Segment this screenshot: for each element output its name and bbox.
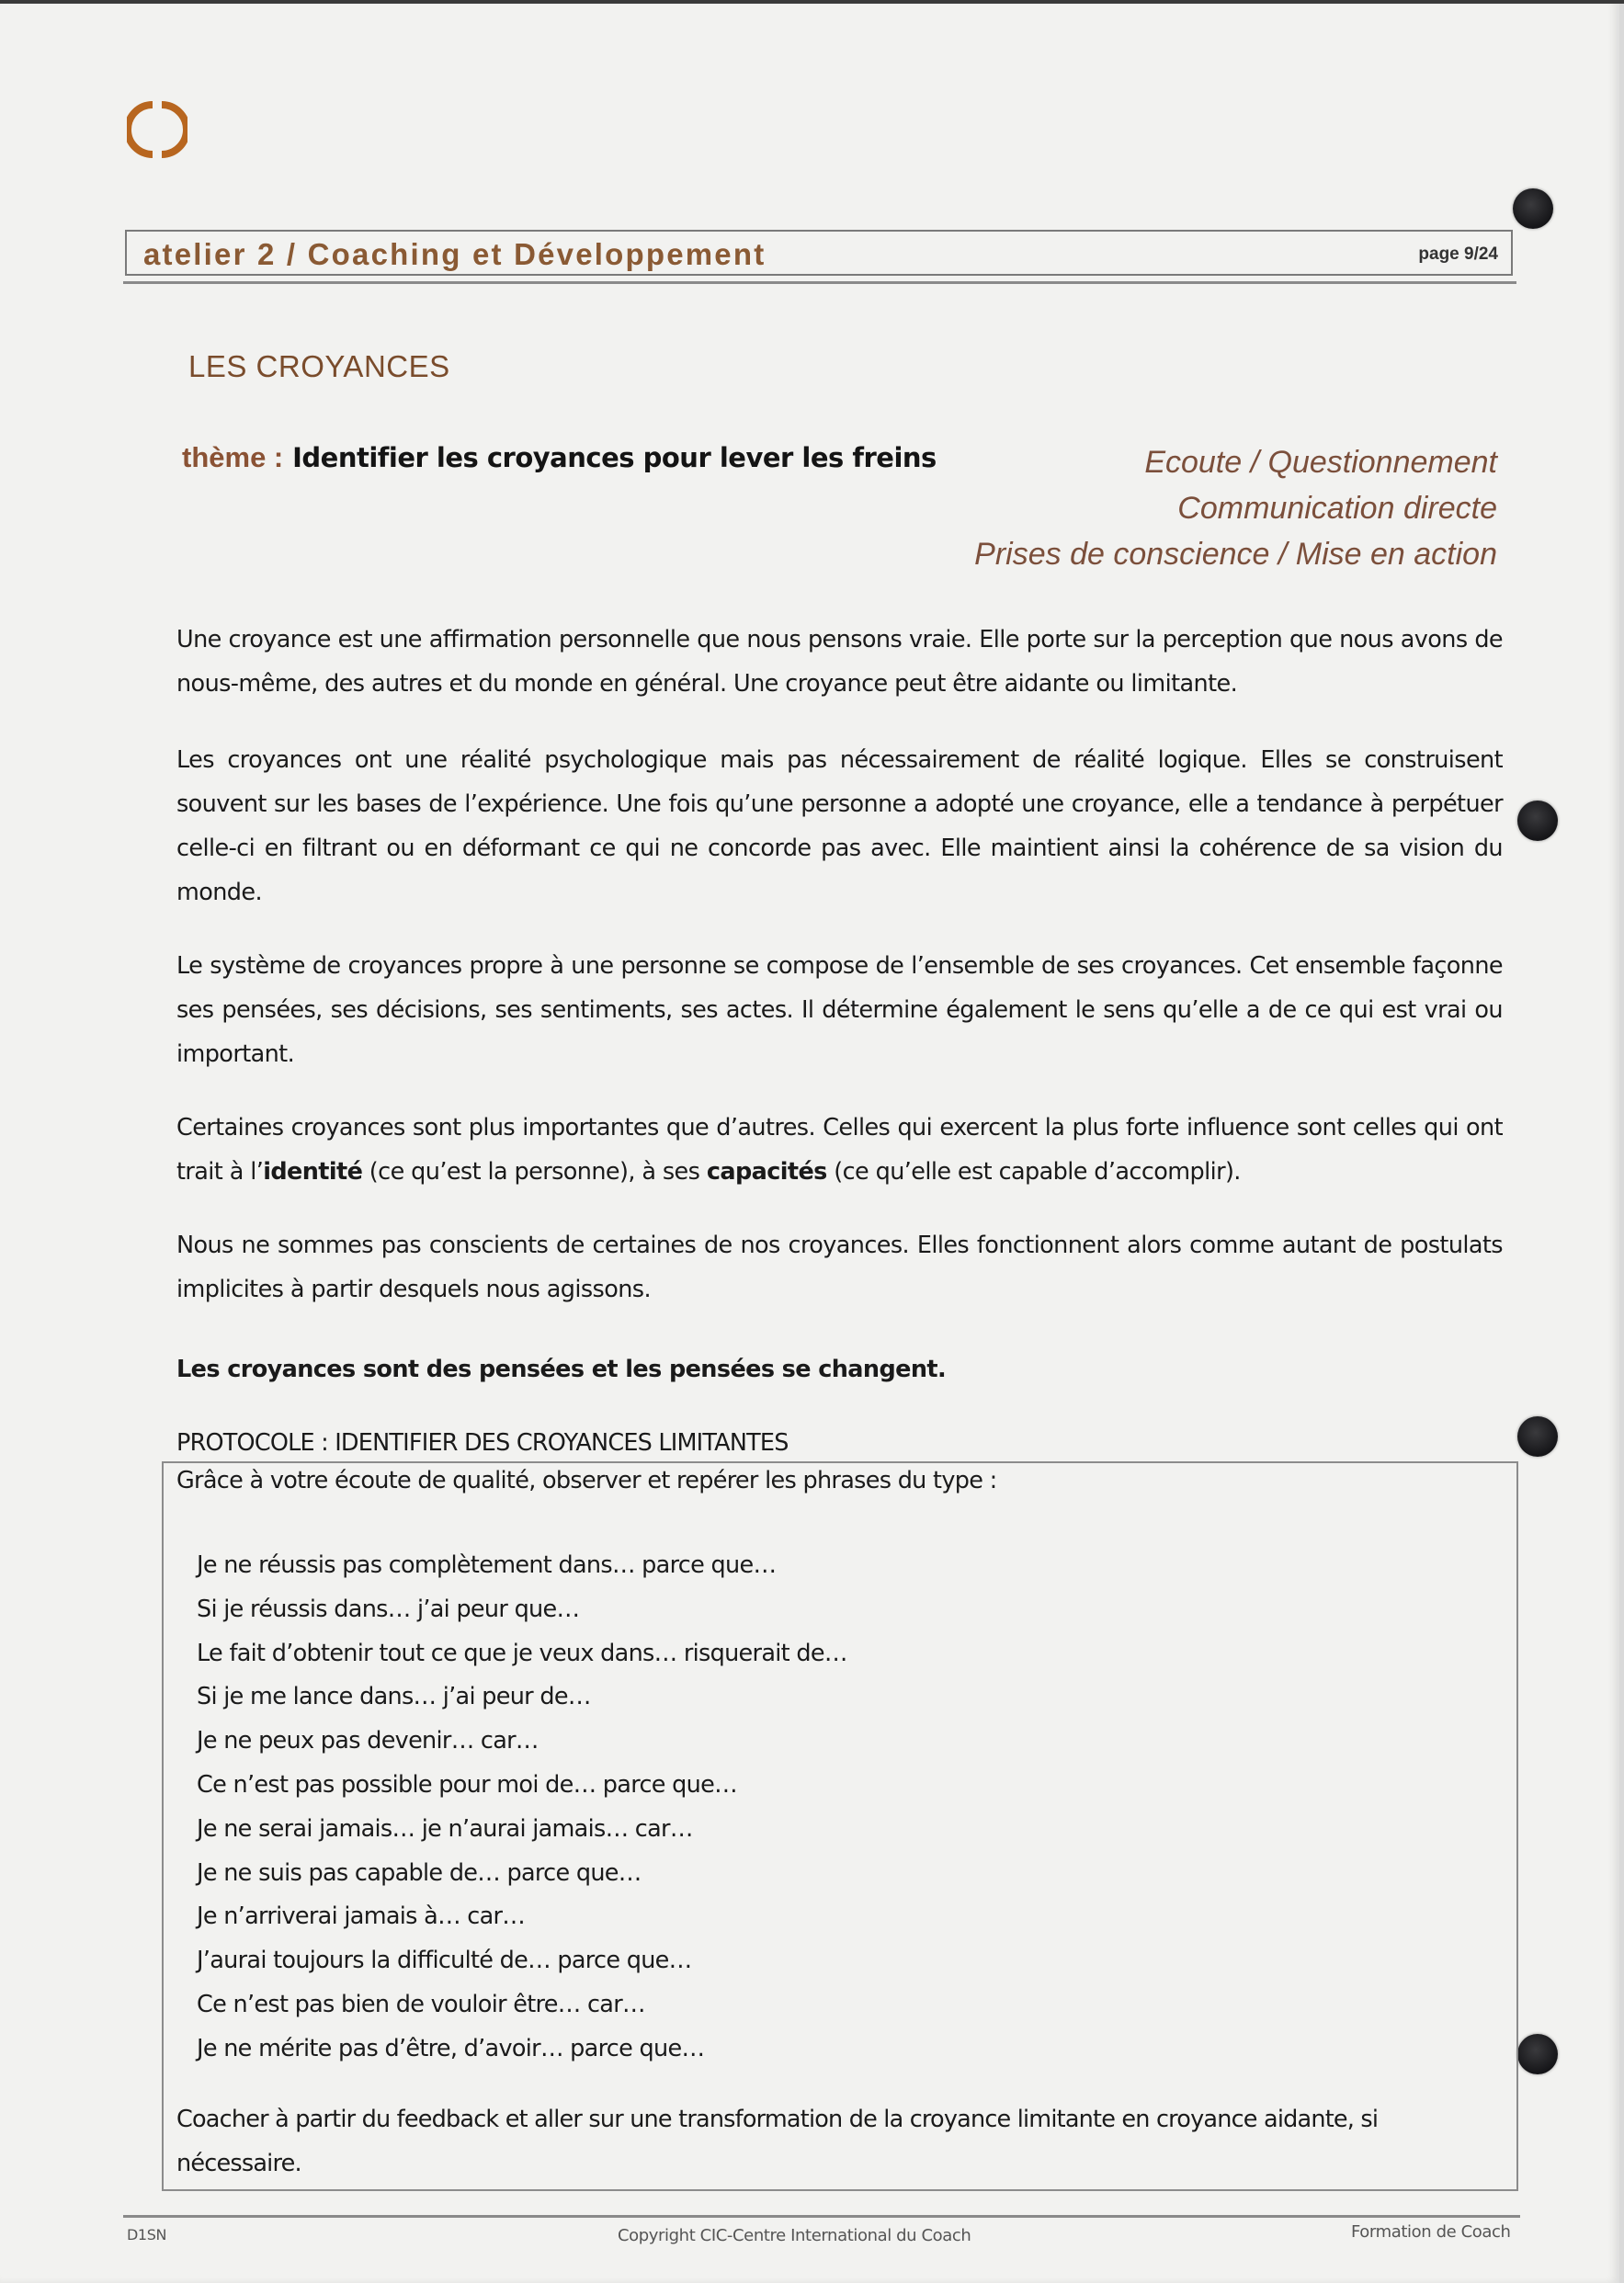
footer-copyright: Copyright CIC-Centre International du Coach: [618, 2226, 971, 2245]
phrase-item: Je ne réussis pas complètement dans… parce que…: [197, 1551, 777, 1579]
footer-divider: [123, 2215, 1520, 2218]
page-top-edge: [0, 0, 1624, 4]
phrase-item: Je ne suis pas capable de… parce que…: [197, 1858, 642, 1887]
paragraph-definition: Une croyance est une affirmation personnelle que nous pensons vraie. Elle porte sur la perception que nous avons de nous-même, des autres et du monde en général. Une croyance peut être aidante ou limitante.: [176, 626, 1503, 698]
phrase-item: J’aurai toujours la difficulté de… parce que…: [197, 1947, 692, 1975]
phrase-item: Je ne mérite pas d’être, d’avoir… parce que…: [197, 2034, 705, 2062]
header-title: atelier 2 / Coaching et Développement: [143, 237, 767, 271]
page-header: [125, 230, 1513, 276]
page-number: page 9/24: [1418, 244, 1498, 264]
footer-course: Formation de Coach: [1351, 2222, 1511, 2242]
paragraph-reality: Les croyances ont une réalité psychologique mais pas nécessairement de réalité logique. Elles se construisent souvent sur les bases de l’expérience. Une fois qu’une personne a adopté une croyance, elle a tendance à perpétuer celle-ci en filtrant ou en déformant ce qui ne concorde pas avec. Elle maintient ainsi la cohérence de sa vision du monde.: [176, 746, 1503, 906]
phrase-item: Ce n’est pas bien de vouloir être… car…: [197, 1990, 645, 2018]
paragraph-importance: [176, 1106, 1503, 1194]
text-span: (ce qu’elle est capable d’accomplir).: [826, 1158, 1241, 1186]
bold-capacities: capacités: [706, 1158, 827, 1186]
punch-hole: [1513, 188, 1553, 229]
paragraph-unconscious: Nous ne sommes pas conscients de certaines de nos croyances. Elles fonctionnent alors comme autant de postulats implicites à partir desquels nous agissons.: [176, 1232, 1503, 1303]
protocol-conclusion: Coacher à partir du feedback et aller sur une transformation de la croyance limitante en croyance aidante, si nécessaire.: [176, 2106, 1379, 2177]
text-span: Certaines croyances sont plus importantes que d’autres. Celles qui exercent la plus forte influence sont celles qui ont trait à l’: [176, 1114, 1503, 1186]
phrase-item: Ce n’est pas possible pour moi de… parce que…: [197, 1770, 737, 1799]
cic-logo-icon: [127, 99, 187, 160]
theme-line: [182, 441, 937, 474]
limiting-phrases-list: [197, 1544, 847, 2072]
skill-item: Prises de conscience / Mise en action: [974, 537, 1497, 572]
punch-hole: [1517, 801, 1558, 841]
skill-item: Communication directe: [1177, 491, 1497, 526]
phrase-item: Si je réussis dans… j’ai peur que…: [197, 1595, 580, 1623]
punch-hole: [1517, 1416, 1558, 1457]
skill-item: Ecoute / Questionnement: [1144, 445, 1497, 480]
phrase-item: Si je me lance dans… j’ai peur de…: [197, 1683, 591, 1711]
phrase-item: Je n’arriverai jamais à… car…: [197, 1902, 526, 1931]
protocol-intro: Grâce à votre écoute de qualité, observer et repérer les phrases du type :: [176, 1467, 997, 1494]
phrase-item: Je ne peux pas devenir… car…: [197, 1727, 539, 1755]
protocol-box: [162, 1461, 1518, 2191]
footer-code: D1SN: [127, 2226, 167, 2243]
paragraph-system: Le système de croyances propre à une personne se compose de l’ensemble de ses croyances. Cet ensemble façonne ses pensées, ses décisions, ses sentiments, ses actes. Il détermine également le sens qu’elle a de ce qui est vrai ou important.: [176, 952, 1503, 1068]
protocol-title: PROTOCOLE : IDENTIFIER DES CROYANCES LIMITANTES: [176, 1429, 789, 1457]
punch-hole: [1517, 2034, 1558, 2074]
phrase-item: Le fait d’obtenir tout ce que je veux dans… risquerait de…: [197, 1639, 847, 1667]
skills-list: [974, 439, 1497, 577]
theme-text: Identifier les croyances pour lever les freins: [292, 442, 937, 473]
header-divider: [123, 281, 1516, 284]
bold-identity: identité: [263, 1158, 363, 1186]
text-span: (ce qu’est la personne), à ses: [362, 1158, 707, 1186]
section-title: LES CROYANCES: [188, 349, 450, 383]
theme-label: thème :: [182, 441, 284, 473]
paragraph-key-statement: Les croyances sont des pensées et les pensées se changent.: [176, 1356, 947, 1383]
phrase-item: Je ne serai jamais… je n’aurai jamais… car…: [197, 1814, 693, 1843]
